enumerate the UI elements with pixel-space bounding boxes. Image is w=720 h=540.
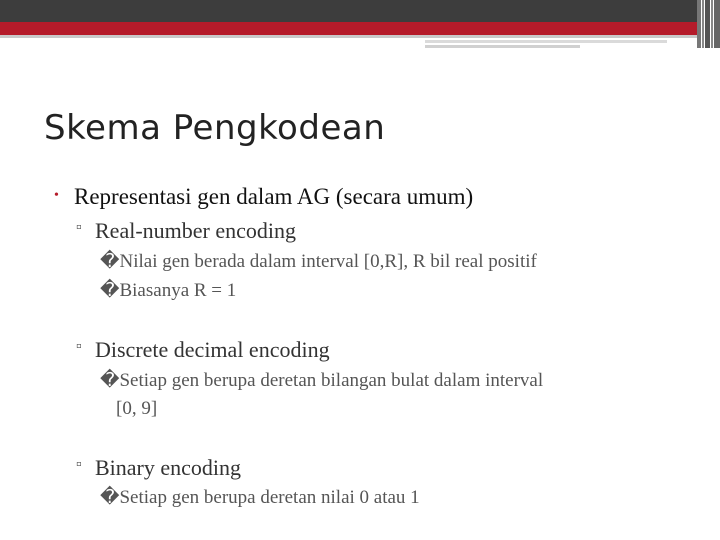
- slide-header-decoration: [0, 0, 720, 48]
- section-heading-text: Discrete decimal encoding: [95, 337, 330, 362]
- sub-bullet-item: [100, 485, 420, 511]
- sub-bullet-icon: �: [100, 370, 120, 391]
- header-accent-line-short: [425, 45, 580, 48]
- slide-title: Skema Pengkodean: [44, 108, 386, 148]
- sub-bullet-item: [100, 278, 236, 304]
- sub-bullet-text: Biasanya R = 1: [119, 280, 237, 301]
- sub-bullet-item: [100, 249, 537, 275]
- header-thin-line: [0, 35, 697, 38]
- header-red-band: [0, 22, 697, 35]
- sub-bullet-text: Setiap gen berupa deretan nilai 0 atau 1: [119, 487, 420, 508]
- sub-bullet-icon: �: [100, 280, 120, 301]
- sub-bullet-icon: �: [100, 251, 120, 272]
- square-bullet-icon: ▫: [76, 456, 82, 473]
- section-heading-text: Binary encoding: [95, 455, 242, 480]
- header-stripes: [697, 0, 720, 48]
- sub-bullet-continuation: [0, 9]: [116, 398, 158, 419]
- square-bullet-icon: ▫: [76, 219, 82, 236]
- bullet-dot: •: [54, 188, 59, 203]
- sub-bullet-text: Nilai gen berada dalam interval [0,R], R bil real positif: [119, 251, 537, 272]
- header-accent-line: [425, 40, 667, 43]
- sub-bullet-text: Setiap gen berupa deretan bilangan bulat dalam interval: [119, 370, 544, 391]
- bullet-text: Representasi gen dalam AG (secara umum): [74, 184, 474, 209]
- sub-bullet-icon: �: [100, 487, 120, 508]
- sub-bullet-item: [100, 368, 543, 394]
- header-dark-band: [0, 0, 697, 22]
- section-heading-text: Real-number encoding: [95, 218, 296, 243]
- square-bullet-icon: ▫: [76, 338, 82, 355]
